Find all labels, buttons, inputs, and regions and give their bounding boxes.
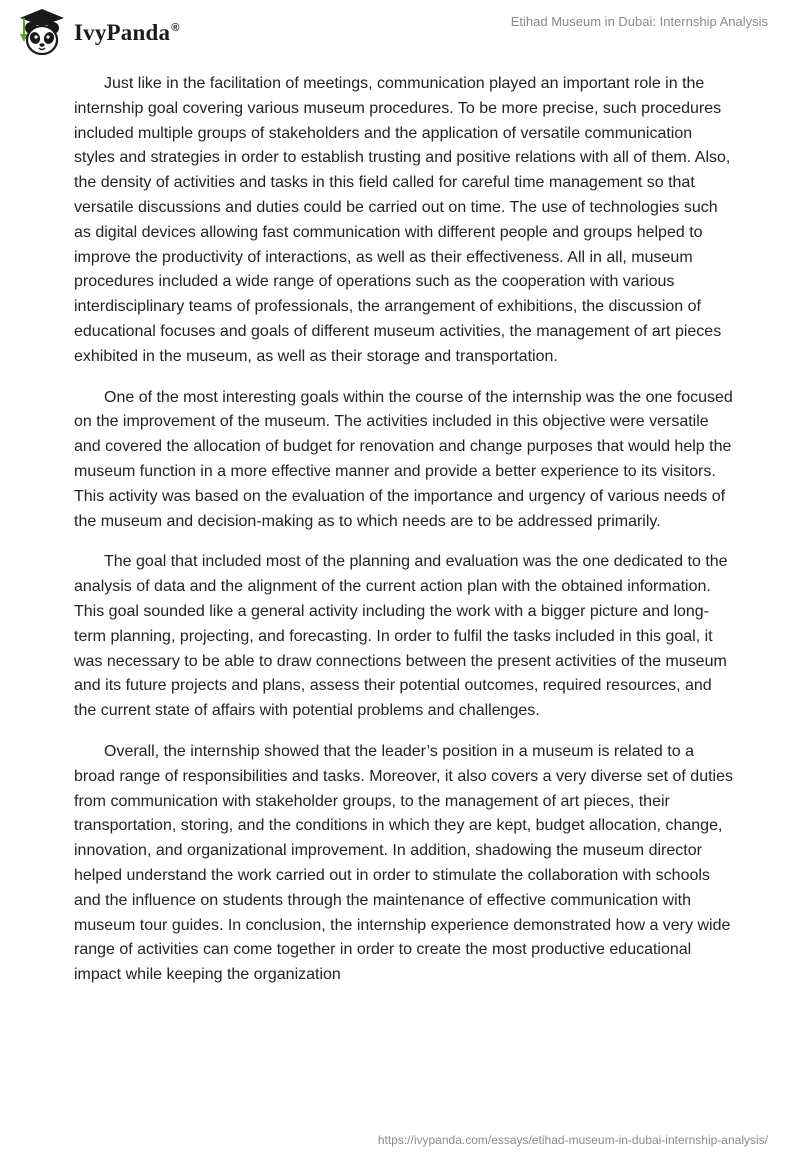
paragraph-3: The goal that included most of the planning and evaluation was the one dedicated to the analysis of data and the alignment of the current action plan with the obtained information. This goal sounded like a general activity including the work with a bigger picture and long-term planning, projecting, and forecasting. In order to fulfil the tasks included in this goal, it was necessary to be able to draw connections between the present activities of the museum and its future projects and plans, assess their potential outcomes, required resources, and the current state of affairs with potential problems and challenges. (74, 553, 728, 720)
page-header (0, 0, 800, 70)
article-body (74, 72, 734, 1004)
brand-label: IvyPanda (74, 20, 171, 45)
paragraph-4: Overall, the internship showed that the leader’s position in a museum is related to a broad range of responsibilities and tasks. Moreover, it also covers a very diverse set of duties from communication with stakeholder groups, to the management of art pieces, their transportation, storing, and the conditions in which they are kept, budget allocation, change, innovation, and organizational improvement. In addition, shadowing the museum director helped understand the work carried out in order to stimulate the collaboration with schools and the influence on students through the maintenance of effective communication with museum tour guides. In conclusion, the internship experience demonstrated how a very wide range of activities can come together in order to create the most productive educational impact while keeping the organization (74, 742, 733, 984)
ivypanda-logo[interactable] (14, 6, 180, 58)
paragraph-2: One of the most interesting goals within the course of the internship was the one focused on the improvement of the museum. The activities included in this objective were versatile and covered the allocation of budget for renovation and change purposes that would help the museum function in a more effective manner and provide a better experience to its visitors. This activity was based on the evaluation of the importance and urgency of various needs of the museum and decision-making as to which needs are to be addressed primarily. (74, 388, 733, 530)
source-url[interactable]: https://ivypanda.com/essays/etihad-museum-in-dubai-internship-analysis/ (377, 1133, 768, 1147)
brand-name (74, 20, 180, 46)
document-title: Etihad Museum in Dubai: Internship Analysis (510, 14, 768, 29)
panda-graduate-icon (14, 6, 70, 58)
paragraph-1: Just like in the facilitation of meetings, communication played an important role in the internship goal covering various museum procedures. To be more precise, such procedures included multiple groups of stakeholders and the application of versatile communication styles and strategies in order to establish trusting and positive relations with all of them. Also, the density of activities and tasks in this field called for careful time management so that versatile discussions and duties could be carried out on time. The use of technologies such as digital devices allowing fast communication with different people and groups helped to improve the productivity of interactions, as well as their effectiveness. All in all, museum procedures included a wide range of operations such as the cooperation with various interdisciplinary teams of professionals, the arrangement of exhibitions, the discussion of educational focuses and goals of different museum activities, the management of art pieces exhibited in the museum, as well as their storage and transportation. (74, 75, 731, 365)
registered-mark: ® (171, 22, 180, 35)
